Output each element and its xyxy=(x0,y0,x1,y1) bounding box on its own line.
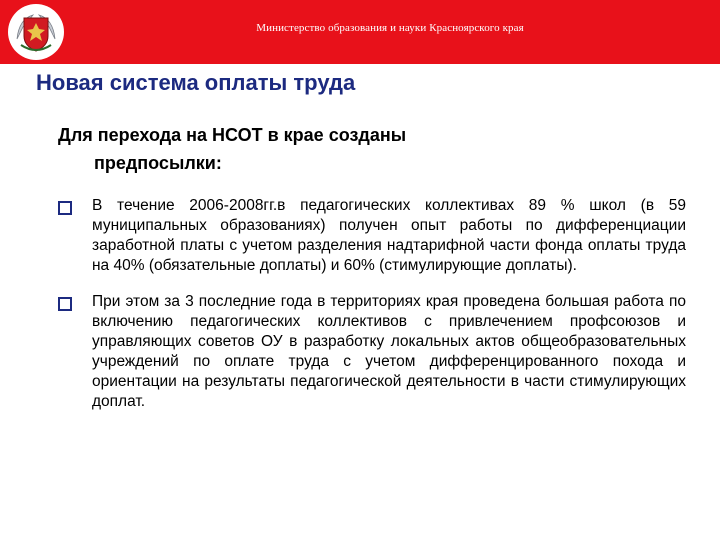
bullet-text: При этом за 3 последние года в территориях края проведена большая работа по включению педагогических коллективов с привлечением профсоюзов и управляющих советов ОУ в разработку локальных актов общеобразовательных учреждений по оплате труда с учетом дифференцированного похода и ориентации на результаты педагогической деятельности в части стимулирующих доплат. xyxy=(92,293,686,410)
slide-title: Новая система оплаты труда xyxy=(36,70,356,95)
bullet-item xyxy=(58,292,686,412)
bullet-item xyxy=(58,196,686,276)
header-band xyxy=(0,0,720,64)
ministry-name: Министерство образования и науки Красноярского края xyxy=(256,22,524,34)
bullet-text: В течение 2006-2008гг.в педагогических коллективах 89 % школ (в 59 муниципальных образованиях) получен опыт работы по дифференциации заработной платы с учетом разделения надтарифной части фонда оплаты труда на 40% (обязательные доплаты) и 60% (стимулирующие доплаты). xyxy=(92,197,686,274)
subheading-line-1: Для перехода на НСОТ в крае созданы xyxy=(58,125,407,145)
subheading xyxy=(58,121,578,177)
coat-of-arms-icon xyxy=(8,4,64,60)
hollow-square-bullet-icon xyxy=(58,297,72,311)
subheading-line-2: предпосылки: xyxy=(94,153,222,173)
hollow-square-bullet-icon xyxy=(58,201,72,215)
bullet-list xyxy=(58,196,686,428)
